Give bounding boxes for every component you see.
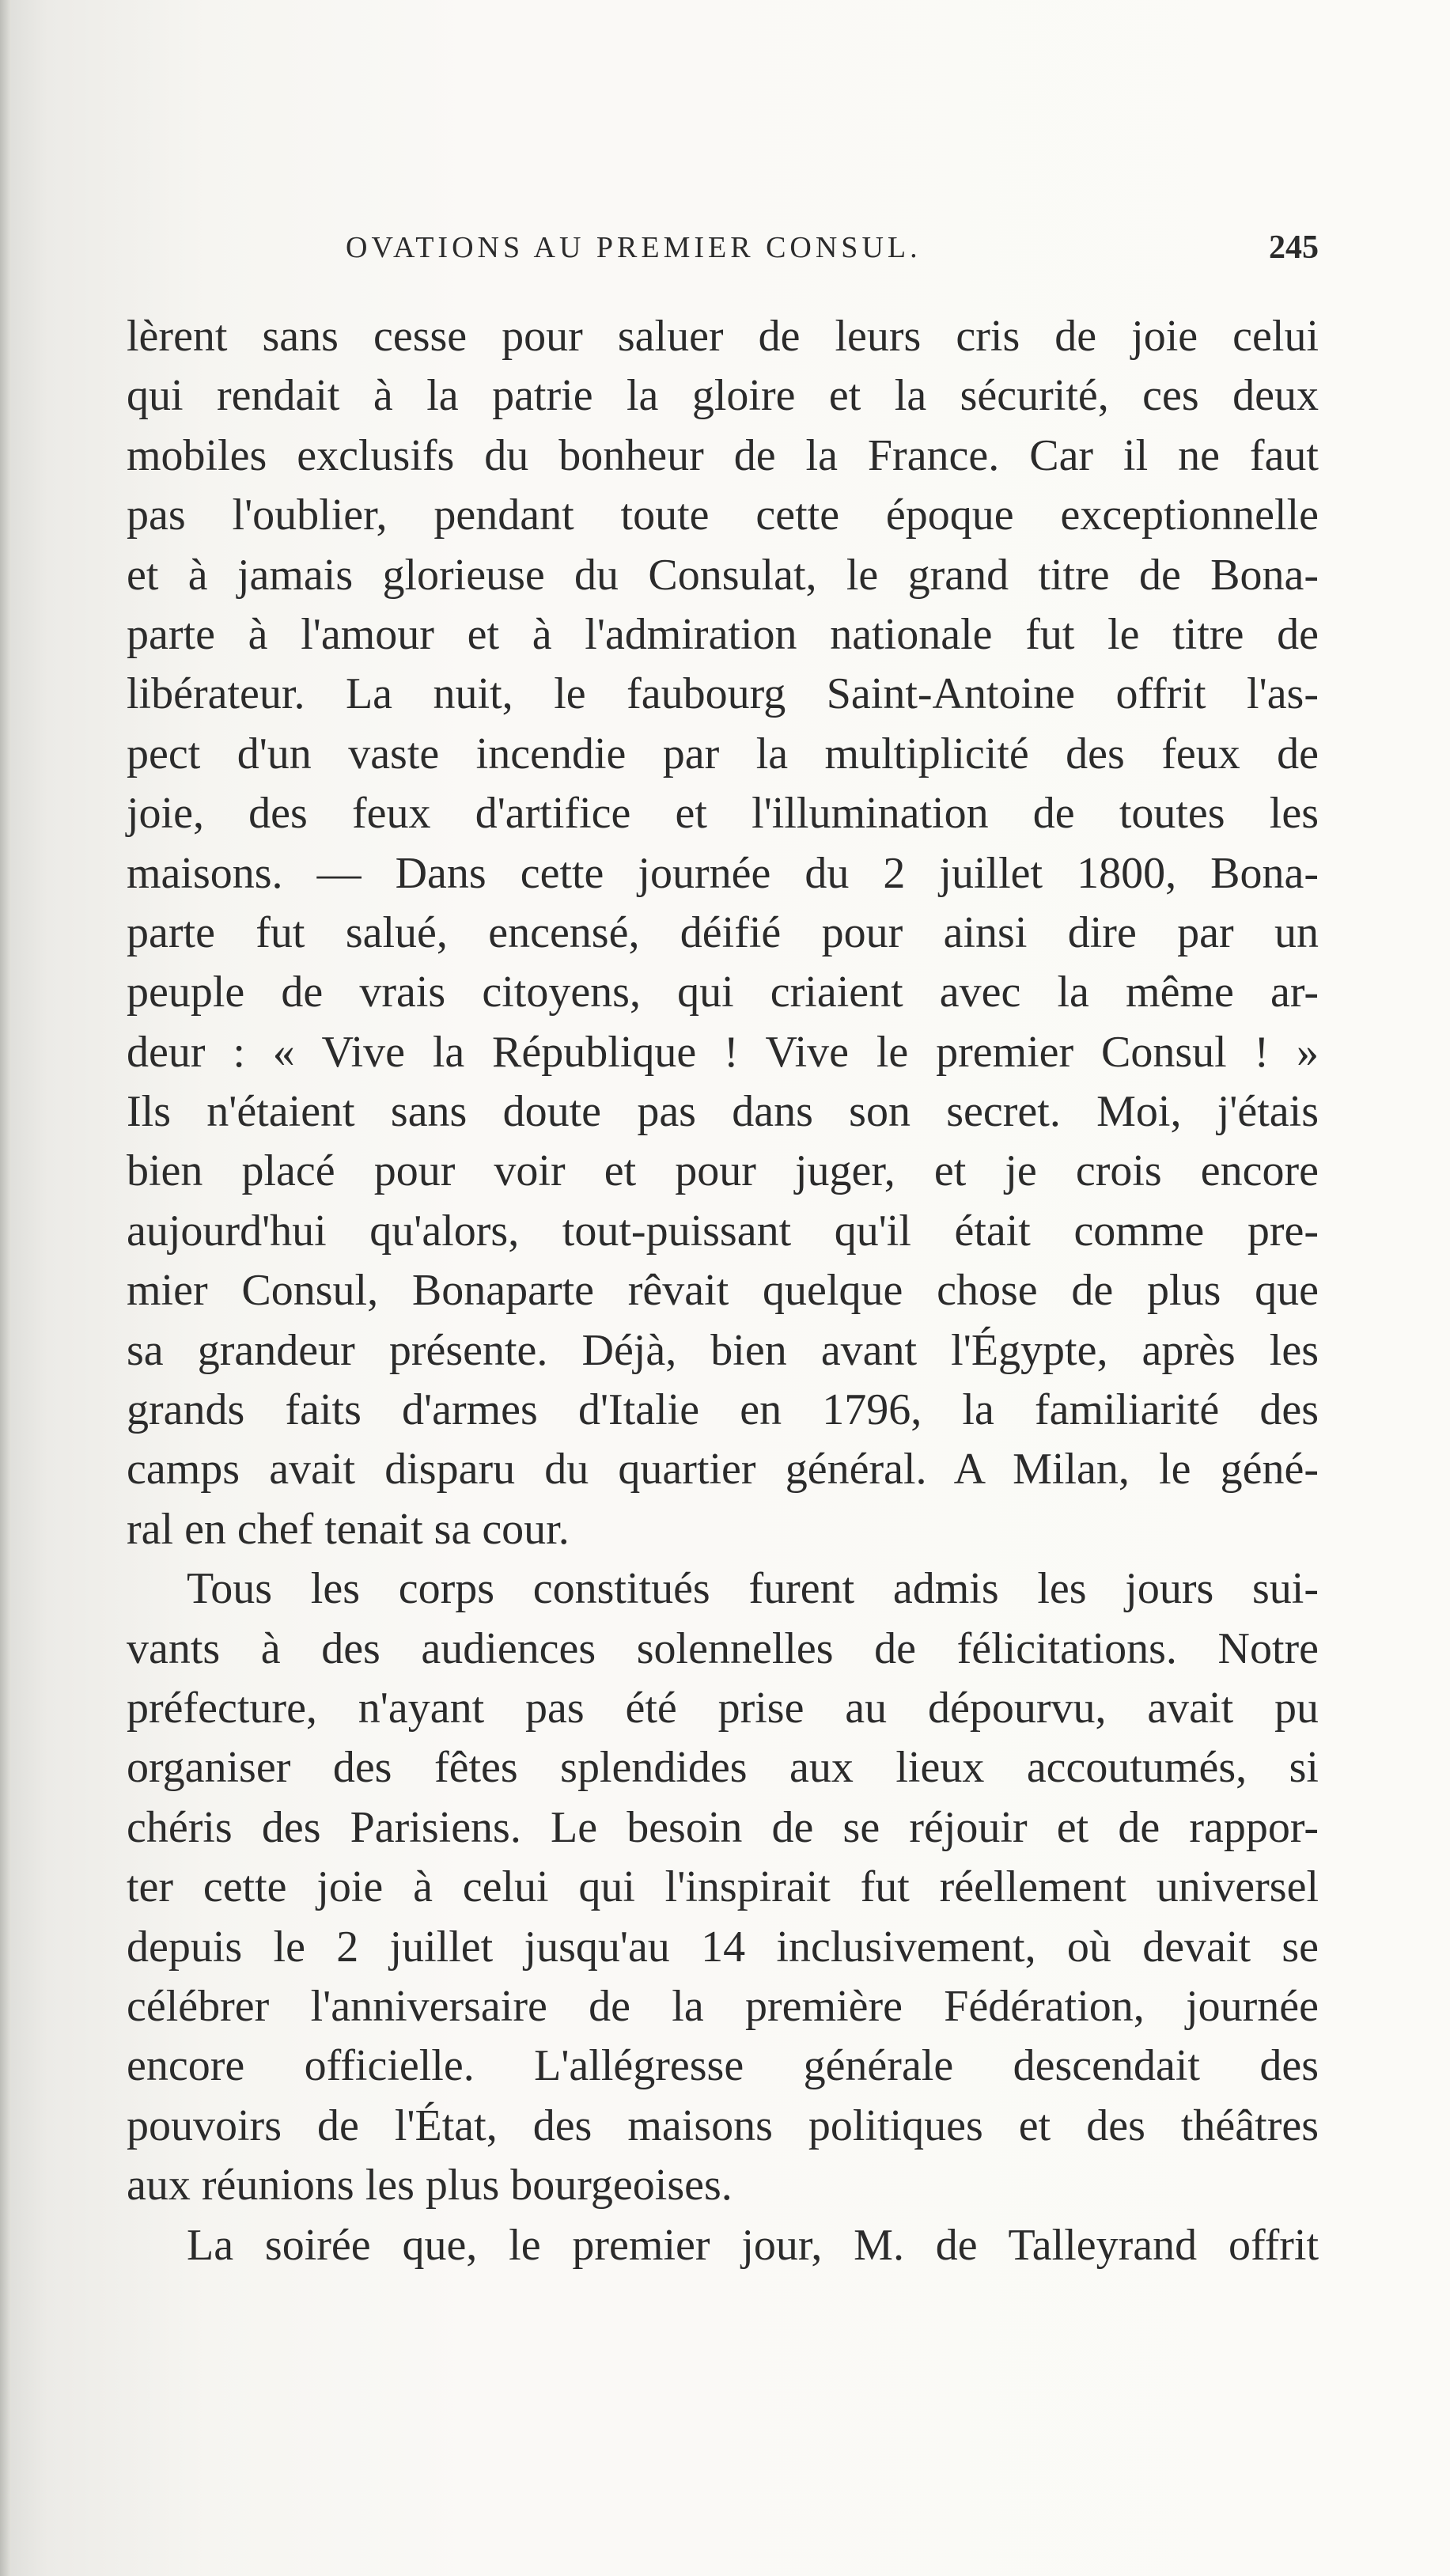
- text-line: parte fut salué, encensé, déifié pour ainsi dire par un: [127, 907, 1319, 957]
- text-line: joie, des feux d'artifice et l'illumination de toutes les: [127, 789, 1319, 839]
- body-text: [127, 307, 1319, 2275]
- text-line: grands faits d'armes d'Italie en 1796, la familiarité des: [127, 1385, 1319, 1435]
- text-line: encore officielle. L'allégresse générale descendait des: [127, 2041, 1319, 2091]
- text-line: libérateur. La nuit, le faubourg Saint-Antoine offrit l'as-: [127, 669, 1319, 719]
- text-line: bien placé pour voir et pour juger, et je crois encore: [127, 1146, 1319, 1196]
- text-line: pouvoirs de l'État, des maisons politiques et des théâtres: [127, 2101, 1319, 2150]
- text-line: préfecture, n'ayant pas été prise au dépourvu, avait pu: [127, 1683, 1319, 1733]
- text-line: aujourd'hui qu'alors, tout-puissant qu'il était comme pre-: [127, 1206, 1319, 1256]
- text-line: aux réunions les plus bourgeoises.: [127, 2161, 733, 2210]
- paragraph: [127, 1559, 1319, 2215]
- text-line: qui rendait à la patrie la gloire et la sécurité, ces deux: [127, 371, 1319, 421]
- text-line: mobiles exclusifs du bonheur de la France. Car il ne faut: [127, 430, 1319, 480]
- paragraph: [127, 2216, 1319, 2275]
- text-line: camps avait disparu du quartier général. A Milan, le géné-: [127, 1445, 1319, 1494]
- text-line: organiser des fêtes splendides aux lieux accoutumés, si: [127, 1743, 1319, 1793]
- text-line: ral en chef tenait sa cour.: [127, 1504, 570, 1554]
- text-line: Ils n'étaient sans doute pas dans son secret. Moi, j'étais: [127, 1087, 1319, 1137]
- text-line: pas l'oublier, pendant toute cette époque exceptionnelle: [127, 491, 1319, 540]
- text-line: mier Consul, Bonaparte rêvait quelque chose de plus que: [127, 1266, 1319, 1316]
- text-line: célébrer l'anniversaire de la première Fédération, journée: [127, 1981, 1319, 2031]
- text-line: depuis le 2 juillet jusqu'au 14 inclusivement, où devait se: [127, 1922, 1319, 1972]
- page-number: 245: [1269, 229, 1319, 266]
- page-edge: [0, 0, 11, 2576]
- text-line: Tous les corps constitués furent admis les jours sui-: [187, 1564, 1319, 1614]
- page-header: [127, 228, 1319, 267]
- text-line: chéris des Parisiens. Le besoin de se réjouir et de rappor-: [127, 1802, 1319, 1852]
- text-line: vants à des audiences solennelles de félicitations. Notre: [127, 1623, 1319, 1673]
- text-line: ter cette joie à celui qui l'inspirait fut réellement universel: [127, 1862, 1319, 1912]
- running-title: OVATIONS AU PREMIER CONSUL.: [346, 231, 922, 264]
- text-line: La soirée que, le premier jour, M. de Talleyrand offrit: [187, 2220, 1319, 2270]
- text-line: deur : « Vive la République ! Vive le premier Consul ! »: [127, 1027, 1319, 1077]
- paragraph: [127, 307, 1319, 1559]
- text-line: lèrent sans cesse pour saluer de leurs cris de joie celui: [127, 312, 1319, 361]
- text-line: maisons. — Dans cette journée du 2 juillet 1800, Bona-: [127, 848, 1319, 898]
- text-line: parte à l'amour et à l'admiration nationale fut le titre de: [127, 609, 1319, 659]
- text-line: et à jamais glorieuse du Consulat, le grand titre de Bona-: [127, 550, 1319, 600]
- text-line: peuple de vrais citoyens, qui criaient avec la même ar-: [127, 968, 1319, 1017]
- text-line: sa grandeur présente. Déjà, bien avant l'Égypte, après les: [127, 1325, 1319, 1375]
- text-line: pect d'un vaste incendie par la multiplicité des feux de: [127, 729, 1319, 778]
